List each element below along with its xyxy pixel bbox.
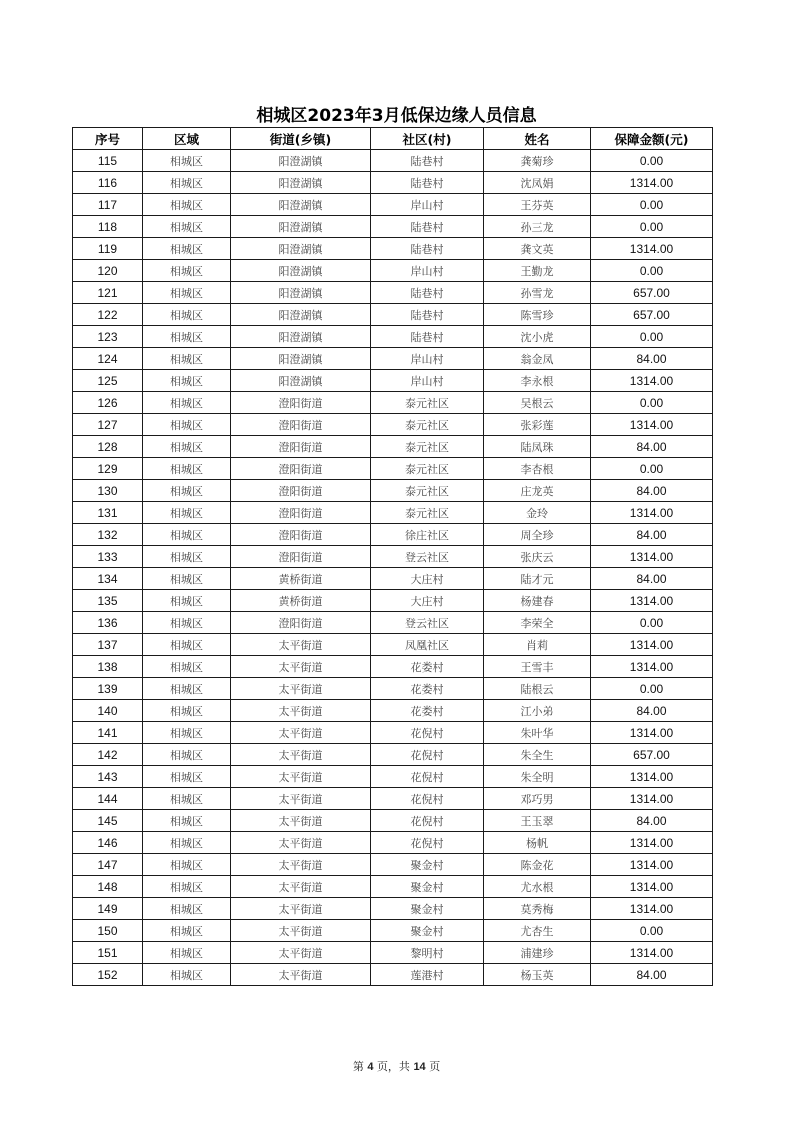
cell-name: 江小弟 xyxy=(484,700,591,722)
cell-street: 太平街道 xyxy=(231,722,371,744)
cell-amount: 1314.00 xyxy=(591,634,713,656)
cell-community: 黎明村 xyxy=(371,942,484,964)
cell-community: 陆巷村 xyxy=(371,216,484,238)
table-row xyxy=(73,436,713,458)
cell-name: 李永根 xyxy=(484,370,591,392)
cell-region: 相城区 xyxy=(143,898,231,920)
cell-street: 太平街道 xyxy=(231,700,371,722)
table-body xyxy=(73,150,713,986)
cell-index: 140 xyxy=(73,700,143,722)
cell-region: 相城区 xyxy=(143,348,231,370)
cell-amount: 657.00 xyxy=(591,304,713,326)
cell-name: 沈小虎 xyxy=(484,326,591,348)
cell-region: 相城区 xyxy=(143,700,231,722)
table-row xyxy=(73,326,713,348)
cell-index: 124 xyxy=(73,348,143,370)
table-row xyxy=(73,832,713,854)
cell-region: 相城区 xyxy=(143,766,231,788)
cell-street: 澄阳街道 xyxy=(231,502,371,524)
cell-street: 太平街道 xyxy=(231,854,371,876)
cell-region: 相城区 xyxy=(143,612,231,634)
cell-community: 陆巷村 xyxy=(371,282,484,304)
cell-amount: 1314.00 xyxy=(591,656,713,678)
cell-community: 泰元社区 xyxy=(371,480,484,502)
cell-community: 陆巷村 xyxy=(371,172,484,194)
cell-name: 陆凤珠 xyxy=(484,436,591,458)
cell-index: 118 xyxy=(73,216,143,238)
cell-index: 128 xyxy=(73,436,143,458)
cell-street: 太平街道 xyxy=(231,766,371,788)
cell-index: 139 xyxy=(73,678,143,700)
cell-community: 花倪村 xyxy=(371,766,484,788)
cell-index: 143 xyxy=(73,766,143,788)
cell-amount: 1314.00 xyxy=(591,832,713,854)
cell-amount: 1314.00 xyxy=(591,722,713,744)
cell-index: 115 xyxy=(73,150,143,172)
table-row xyxy=(73,612,713,634)
table-row xyxy=(73,370,713,392)
cell-amount: 84.00 xyxy=(591,348,713,370)
cell-name: 金玲 xyxy=(484,502,591,524)
cell-community: 泰元社区 xyxy=(371,414,484,436)
cell-amount: 1314.00 xyxy=(591,942,713,964)
header-region: 区域 xyxy=(143,128,231,150)
cell-name: 孙雪龙 xyxy=(484,282,591,304)
cell-region: 相城区 xyxy=(143,480,231,502)
cell-street: 澄阳街道 xyxy=(231,524,371,546)
table-row xyxy=(73,392,713,414)
cell-street: 阳澄湖镇 xyxy=(231,370,371,392)
cell-region: 相城区 xyxy=(143,524,231,546)
cell-amount: 84.00 xyxy=(591,524,713,546)
cell-community: 凤凰社区 xyxy=(371,634,484,656)
table-row xyxy=(73,414,713,436)
cell-street: 阳澄湖镇 xyxy=(231,304,371,326)
cell-name: 孙三龙 xyxy=(484,216,591,238)
cell-index: 152 xyxy=(73,964,143,986)
cell-name: 龚菊珍 xyxy=(484,150,591,172)
cell-name: 王勤龙 xyxy=(484,260,591,282)
cell-amount: 657.00 xyxy=(591,744,713,766)
header-street: 街道(乡镇) xyxy=(231,128,371,150)
cell-region: 相城区 xyxy=(143,370,231,392)
cell-street: 太平街道 xyxy=(231,920,371,942)
cell-region: 相城区 xyxy=(143,216,231,238)
header-name: 姓名 xyxy=(484,128,591,150)
cell-index: 119 xyxy=(73,238,143,260)
cell-amount: 1314.00 xyxy=(591,172,713,194)
cell-name: 朱叶华 xyxy=(484,722,591,744)
footer-total-pages: 14 xyxy=(413,1061,426,1073)
cell-street: 澄阳街道 xyxy=(231,480,371,502)
table-row xyxy=(73,854,713,876)
cell-amount: 0.00 xyxy=(591,150,713,172)
cell-community: 泰元社区 xyxy=(371,458,484,480)
cell-region: 相城区 xyxy=(143,546,231,568)
footer-middle: 页，共 xyxy=(376,1060,410,1073)
cell-name: 邓巧男 xyxy=(484,788,591,810)
cell-street: 阳澄湖镇 xyxy=(231,216,371,238)
cell-name: 张彩莲 xyxy=(484,414,591,436)
cell-community: 花倪村 xyxy=(371,788,484,810)
cell-index: 134 xyxy=(73,568,143,590)
cell-community: 陆巷村 xyxy=(371,150,484,172)
cell-amount: 1314.00 xyxy=(591,898,713,920)
cell-region: 相城区 xyxy=(143,832,231,854)
cell-region: 相城区 xyxy=(143,810,231,832)
cell-community: 花娄村 xyxy=(371,700,484,722)
footer-prefix: 第 xyxy=(352,1060,364,1073)
cell-index: 137 xyxy=(73,634,143,656)
cell-community: 花娄村 xyxy=(371,678,484,700)
cell-community: 大庄村 xyxy=(371,590,484,612)
table-row xyxy=(73,898,713,920)
cell-region: 相城区 xyxy=(143,876,231,898)
cell-street: 阳澄湖镇 xyxy=(231,194,371,216)
cell-street: 黄桥街道 xyxy=(231,568,371,590)
cell-region: 相城区 xyxy=(143,656,231,678)
cell-name: 陈金花 xyxy=(484,854,591,876)
cell-street: 太平街道 xyxy=(231,942,371,964)
data-table xyxy=(72,127,713,986)
cell-index: 141 xyxy=(73,722,143,744)
cell-amount: 84.00 xyxy=(591,568,713,590)
cell-community: 陆巷村 xyxy=(371,304,484,326)
header-index: 序号 xyxy=(73,128,143,150)
cell-name: 翁金凤 xyxy=(484,348,591,370)
table-row xyxy=(73,810,713,832)
cell-community: 泰元社区 xyxy=(371,436,484,458)
cell-street: 太平街道 xyxy=(231,634,371,656)
cell-community: 岸山村 xyxy=(371,260,484,282)
cell-community: 陆巷村 xyxy=(371,326,484,348)
cell-street: 太平街道 xyxy=(231,656,371,678)
cell-region: 相城区 xyxy=(143,172,231,194)
cell-region: 相城区 xyxy=(143,282,231,304)
cell-region: 相城区 xyxy=(143,502,231,524)
cell-community: 徐庄社区 xyxy=(371,524,484,546)
cell-index: 132 xyxy=(73,524,143,546)
cell-name: 尤杏生 xyxy=(484,920,591,942)
cell-index: 133 xyxy=(73,546,143,568)
cell-street: 阳澄湖镇 xyxy=(231,172,371,194)
cell-index: 146 xyxy=(73,832,143,854)
cell-name: 朱全生 xyxy=(484,744,591,766)
cell-index: 125 xyxy=(73,370,143,392)
cell-amount: 0.00 xyxy=(591,194,713,216)
cell-index: 145 xyxy=(73,810,143,832)
cell-index: 123 xyxy=(73,326,143,348)
table-row xyxy=(73,744,713,766)
cell-street: 澄阳街道 xyxy=(231,414,371,436)
cell-index: 135 xyxy=(73,590,143,612)
cell-index: 142 xyxy=(73,744,143,766)
cell-region: 相城区 xyxy=(143,150,231,172)
cell-community: 岸山村 xyxy=(371,370,484,392)
cell-name: 李荣全 xyxy=(484,612,591,634)
cell-index: 117 xyxy=(73,194,143,216)
cell-region: 相城区 xyxy=(143,392,231,414)
table-row xyxy=(73,282,713,304)
cell-index: 136 xyxy=(73,612,143,634)
table-row xyxy=(73,590,713,612)
footer-current-page: 4 xyxy=(367,1061,374,1073)
cell-name: 莫秀梅 xyxy=(484,898,591,920)
cell-index: 126 xyxy=(73,392,143,414)
cell-name: 吴根云 xyxy=(484,392,591,414)
cell-community: 花倪村 xyxy=(371,722,484,744)
cell-community: 岸山村 xyxy=(371,348,484,370)
cell-name: 杨玉英 xyxy=(484,964,591,986)
cell-index: 148 xyxy=(73,876,143,898)
cell-amount: 84.00 xyxy=(591,480,713,502)
cell-amount: 1314.00 xyxy=(591,876,713,898)
cell-community: 岸山村 xyxy=(371,194,484,216)
cell-region: 相城区 xyxy=(143,678,231,700)
table-row xyxy=(73,502,713,524)
cell-amount: 1314.00 xyxy=(591,788,713,810)
cell-amount: 1314.00 xyxy=(591,370,713,392)
cell-name: 陆根云 xyxy=(484,678,591,700)
cell-region: 相城区 xyxy=(143,260,231,282)
table-row xyxy=(73,546,713,568)
table-row xyxy=(73,480,713,502)
cell-street: 太平街道 xyxy=(231,744,371,766)
table-row xyxy=(73,942,713,964)
cell-region: 相城区 xyxy=(143,788,231,810)
table-row xyxy=(73,524,713,546)
cell-amount: 0.00 xyxy=(591,216,713,238)
cell-name: 浦建珍 xyxy=(484,942,591,964)
table-row xyxy=(73,458,713,480)
cell-region: 相城区 xyxy=(143,744,231,766)
cell-community: 花倪村 xyxy=(371,810,484,832)
table-row xyxy=(73,568,713,590)
cell-amount: 1314.00 xyxy=(591,766,713,788)
cell-community: 花倪村 xyxy=(371,832,484,854)
table-row xyxy=(73,788,713,810)
table-row xyxy=(73,194,713,216)
table-row xyxy=(73,150,713,172)
cell-amount: 1314.00 xyxy=(591,502,713,524)
table-row xyxy=(73,678,713,700)
cell-index: 150 xyxy=(73,920,143,942)
table-row xyxy=(73,216,713,238)
table-row xyxy=(73,876,713,898)
cell-community: 聚金村 xyxy=(371,898,484,920)
cell-name: 尤水根 xyxy=(484,876,591,898)
cell-amount: 1314.00 xyxy=(591,546,713,568)
table-row xyxy=(73,260,713,282)
cell-street: 澄阳街道 xyxy=(231,392,371,414)
cell-index: 122 xyxy=(73,304,143,326)
cell-community: 聚金村 xyxy=(371,854,484,876)
cell-region: 相城区 xyxy=(143,942,231,964)
header-amount: 保障金额(元) xyxy=(591,128,713,150)
cell-name: 杨建春 xyxy=(484,590,591,612)
footer-suffix: 页 xyxy=(429,1060,441,1073)
cell-index: 120 xyxy=(73,260,143,282)
table-row xyxy=(73,634,713,656)
cell-amount: 84.00 xyxy=(591,700,713,722)
cell-region: 相城区 xyxy=(143,920,231,942)
table-row xyxy=(73,304,713,326)
cell-street: 阳澄湖镇 xyxy=(231,150,371,172)
header-community: 社区(村) xyxy=(371,128,484,150)
cell-name: 朱全明 xyxy=(484,766,591,788)
cell-index: 151 xyxy=(73,942,143,964)
cell-region: 相城区 xyxy=(143,722,231,744)
cell-community: 登云社区 xyxy=(371,612,484,634)
cell-index: 131 xyxy=(73,502,143,524)
cell-amount: 657.00 xyxy=(591,282,713,304)
cell-street: 澄阳街道 xyxy=(231,436,371,458)
cell-street: 阳澄湖镇 xyxy=(231,348,371,370)
cell-street: 太平街道 xyxy=(231,898,371,920)
cell-name: 王雪丰 xyxy=(484,656,591,678)
cell-community: 花娄村 xyxy=(371,656,484,678)
cell-index: 149 xyxy=(73,898,143,920)
table-row xyxy=(73,172,713,194)
cell-region: 相城区 xyxy=(143,326,231,348)
cell-amount: 84.00 xyxy=(591,964,713,986)
cell-index: 130 xyxy=(73,480,143,502)
table-row xyxy=(73,920,713,942)
cell-community: 聚金村 xyxy=(371,920,484,942)
cell-street: 阳澄湖镇 xyxy=(231,238,371,260)
cell-amount: 0.00 xyxy=(591,392,713,414)
cell-community: 莲港村 xyxy=(371,964,484,986)
cell-name: 龚文英 xyxy=(484,238,591,260)
cell-street: 阳澄湖镇 xyxy=(231,282,371,304)
cell-street: 太平街道 xyxy=(231,810,371,832)
cell-name: 肖莉 xyxy=(484,634,591,656)
cell-region: 相城区 xyxy=(143,238,231,260)
table-row xyxy=(73,656,713,678)
cell-street: 澄阳街道 xyxy=(231,612,371,634)
table-row xyxy=(73,766,713,788)
cell-amount: 1314.00 xyxy=(591,238,713,260)
cell-name: 杨帆 xyxy=(484,832,591,854)
cell-amount: 0.00 xyxy=(591,260,713,282)
cell-street: 太平街道 xyxy=(231,964,371,986)
cell-index: 127 xyxy=(73,414,143,436)
cell-community: 聚金村 xyxy=(371,876,484,898)
cell-region: 相城区 xyxy=(143,568,231,590)
cell-amount: 1314.00 xyxy=(591,590,713,612)
cell-index: 144 xyxy=(73,788,143,810)
page-footer xyxy=(0,1058,793,1074)
cell-name: 周全珍 xyxy=(484,524,591,546)
cell-name: 庄龙英 xyxy=(484,480,591,502)
cell-index: 147 xyxy=(73,854,143,876)
cell-amount: 1314.00 xyxy=(591,414,713,436)
page-title: 相城区2023年3月低保边缘人员信息 xyxy=(256,106,537,126)
cell-index: 129 xyxy=(73,458,143,480)
cell-region: 相城区 xyxy=(143,458,231,480)
cell-amount: 84.00 xyxy=(591,436,713,458)
cell-street: 太平街道 xyxy=(231,678,371,700)
cell-name: 陆才元 xyxy=(484,568,591,590)
cell-street: 太平街道 xyxy=(231,788,371,810)
cell-region: 相城区 xyxy=(143,964,231,986)
cell-name: 王芬英 xyxy=(484,194,591,216)
cell-community: 泰元社区 xyxy=(371,392,484,414)
cell-name: 陈雪珍 xyxy=(484,304,591,326)
cell-street: 黄桥街道 xyxy=(231,590,371,612)
cell-name: 沈凤娟 xyxy=(484,172,591,194)
cell-index: 121 xyxy=(73,282,143,304)
table-row xyxy=(73,722,713,744)
cell-region: 相城区 xyxy=(143,304,231,326)
cell-region: 相城区 xyxy=(143,854,231,876)
cell-amount: 1314.00 xyxy=(591,854,713,876)
cell-name: 张庆云 xyxy=(484,546,591,568)
cell-community: 泰元社区 xyxy=(371,502,484,524)
cell-community: 花倪村 xyxy=(371,744,484,766)
cell-street: 太平街道 xyxy=(231,832,371,854)
table-row xyxy=(73,700,713,722)
cell-region: 相城区 xyxy=(143,634,231,656)
cell-community: 大庄村 xyxy=(371,568,484,590)
cell-community: 陆巷村 xyxy=(371,238,484,260)
cell-region: 相城区 xyxy=(143,590,231,612)
cell-name: 王玉翠 xyxy=(484,810,591,832)
table-row xyxy=(73,238,713,260)
cell-name: 李杏根 xyxy=(484,458,591,480)
cell-amount: 0.00 xyxy=(591,920,713,942)
cell-index: 138 xyxy=(73,656,143,678)
table-header-row xyxy=(73,128,713,150)
cell-region: 相城区 xyxy=(143,436,231,458)
cell-amount: 0.00 xyxy=(591,678,713,700)
cell-amount: 84.00 xyxy=(591,810,713,832)
cell-street: 澄阳街道 xyxy=(231,546,371,568)
cell-region: 相城区 xyxy=(143,414,231,436)
cell-community: 登云社区 xyxy=(371,546,484,568)
cell-index: 116 xyxy=(73,172,143,194)
cell-street: 阳澄湖镇 xyxy=(231,326,371,348)
cell-amount: 0.00 xyxy=(591,612,713,634)
cell-street: 太平街道 xyxy=(231,876,371,898)
cell-amount: 0.00 xyxy=(591,326,713,348)
table-row xyxy=(73,348,713,370)
cell-region: 相城区 xyxy=(143,194,231,216)
table-row xyxy=(73,964,713,986)
cell-amount: 0.00 xyxy=(591,458,713,480)
cell-street: 阳澄湖镇 xyxy=(231,260,371,282)
cell-street: 澄阳街道 xyxy=(231,458,371,480)
